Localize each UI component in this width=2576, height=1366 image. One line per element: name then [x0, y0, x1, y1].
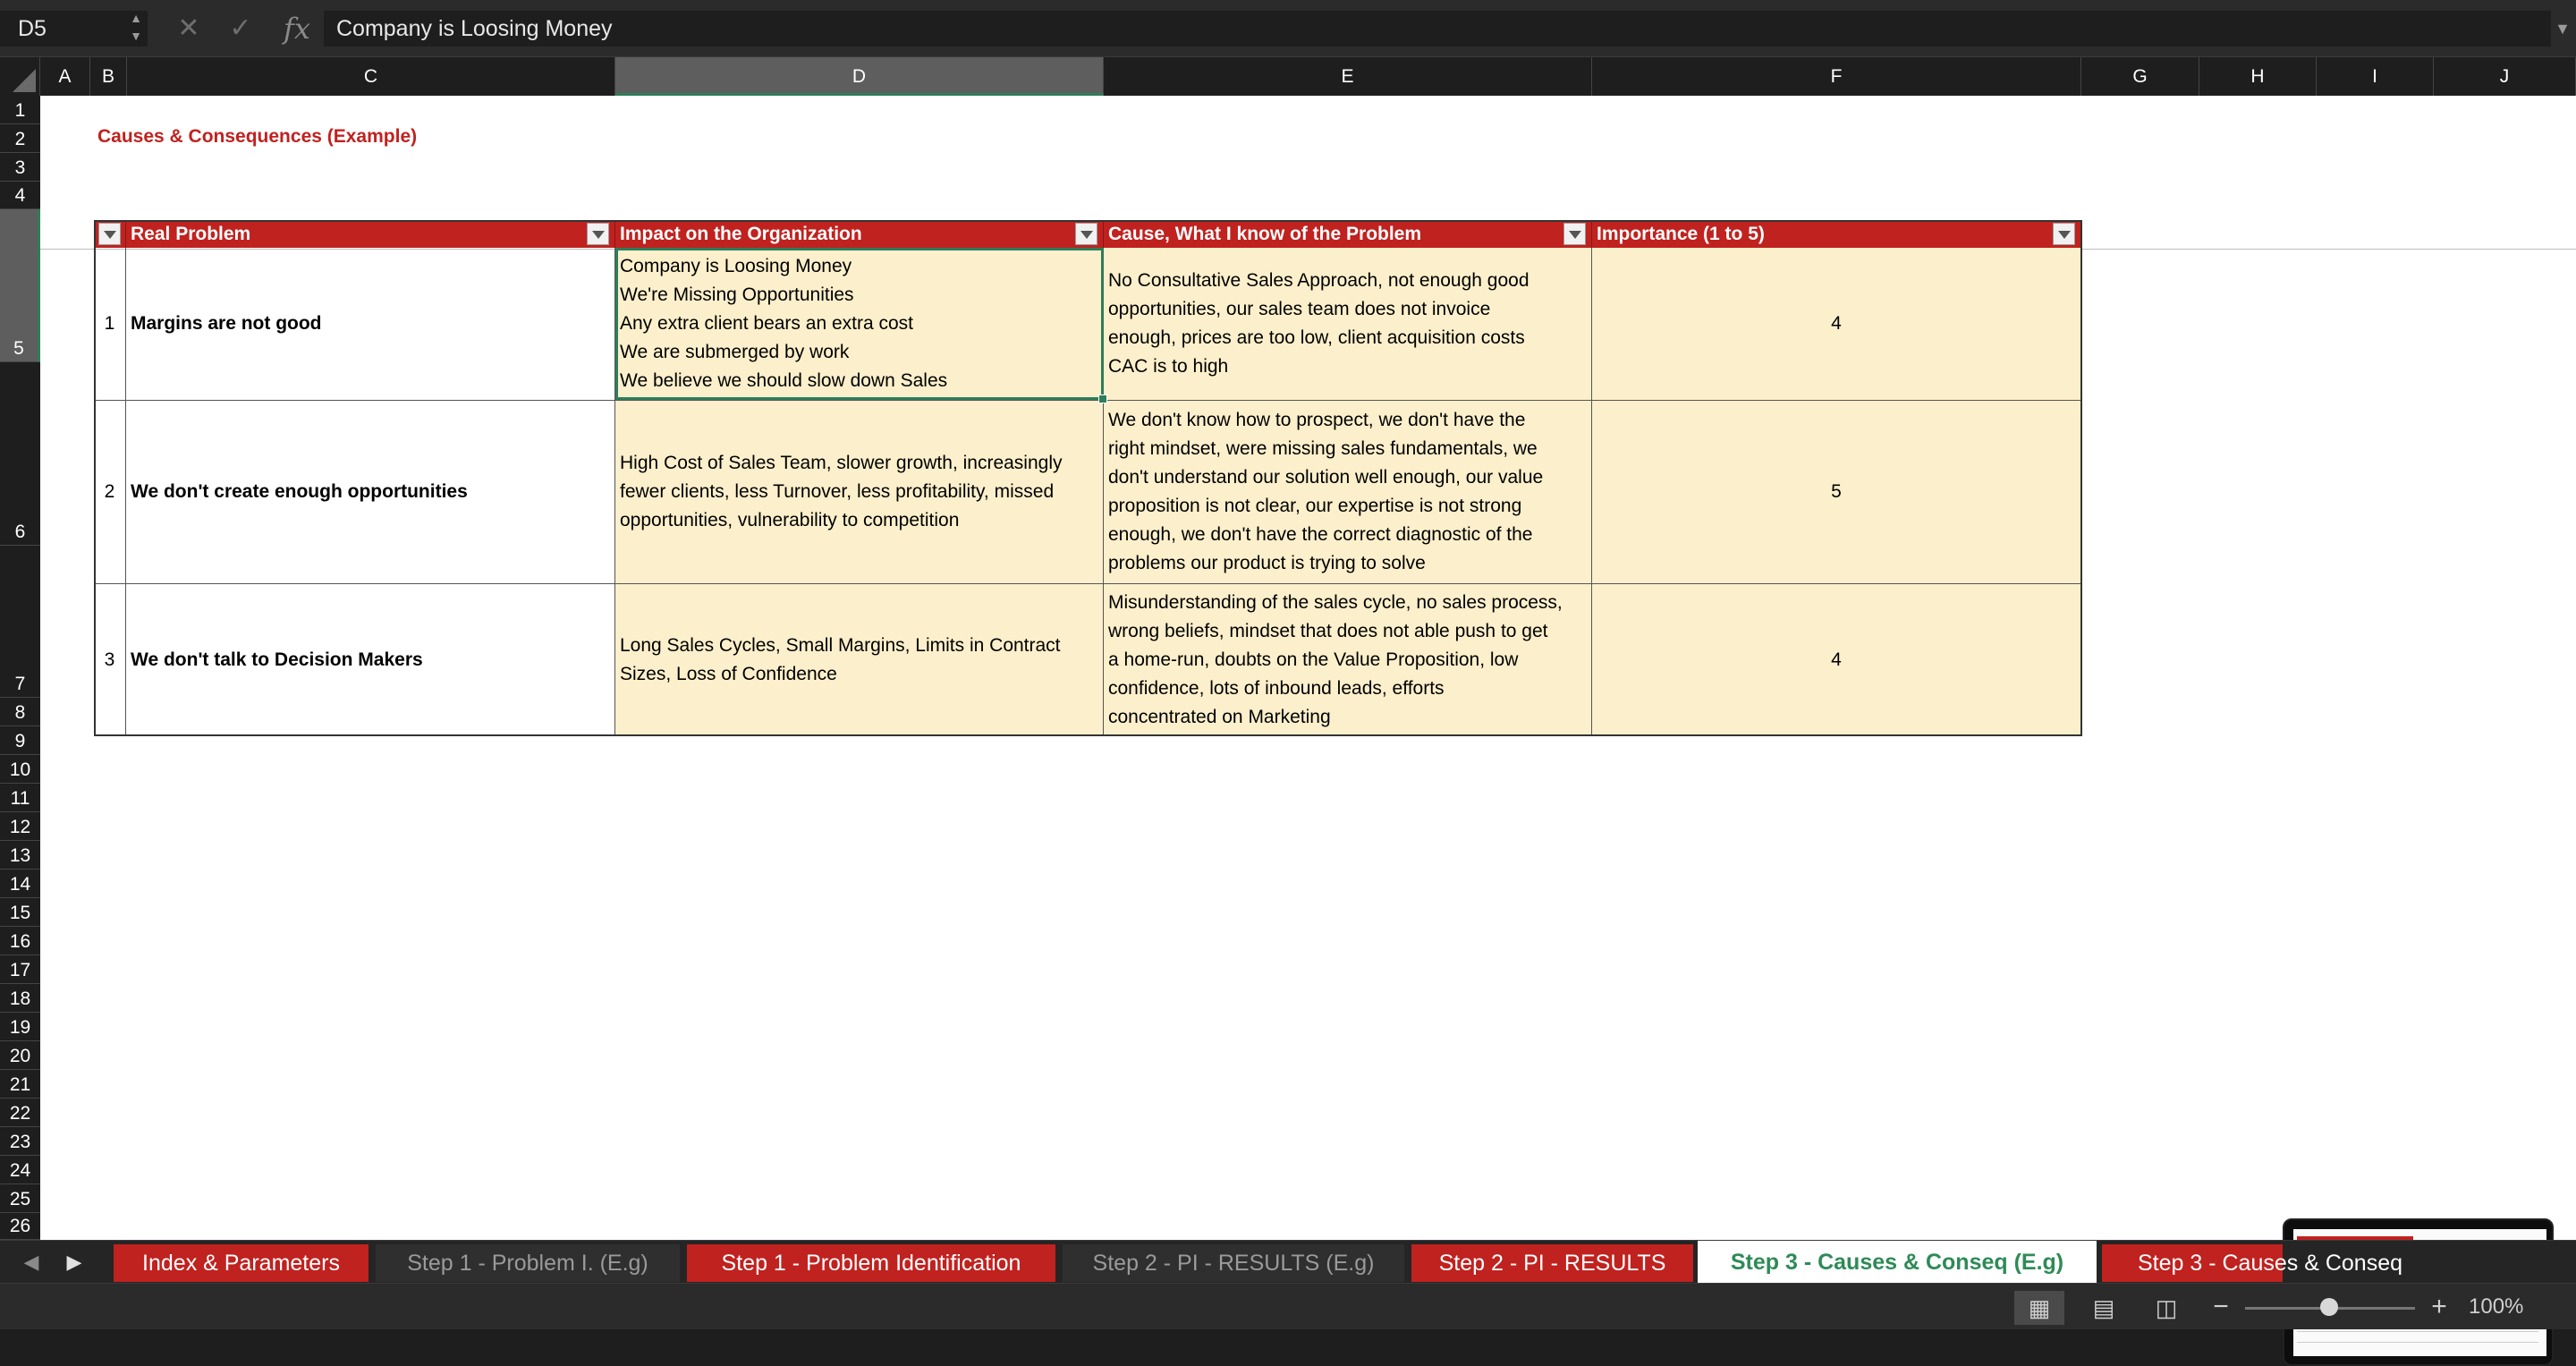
header-importance [1592, 220, 2081, 248]
impact-line: Long Sales Cycles, Small Margins, Limits in Contract [620, 634, 1061, 656]
cause-line: CAC is to high [1108, 356, 1229, 377]
column-header-c[interactable]: C [127, 57, 615, 96]
tab-index-parameters[interactable]: Index & Parameters [114, 1244, 369, 1282]
row-header[interactable]: 20 [0, 1041, 40, 1070]
row-header[interactable]: 1 [0, 96, 40, 124]
row-header[interactable]: 12 [0, 812, 40, 841]
column-header-a[interactable]: A [40, 57, 90, 96]
tab-step3-causes-example[interactable]: Step 3 - Causes & Conseq (E.g) [1698, 1241, 2097, 1284]
cause-cell[interactable] [1104, 248, 1592, 401]
page-layout-view-icon[interactable]: ▤ [2092, 1294, 2115, 1321]
zoom-out-icon[interactable]: − [2213, 1292, 2229, 1321]
row-header[interactable]: 10 [0, 755, 40, 784]
spreadsheet-grid [0, 57, 2576, 1240]
row-header[interactable]: 4 [0, 182, 40, 209]
row-header[interactable]: 26 [0, 1213, 40, 1240]
tab-step3-causes[interactable]: Step 3 - Causes & Conseq [2102, 1244, 2283, 1282]
cause-line: right mindset, were missing sales fundamentals, we [1108, 438, 1538, 459]
importance-cell[interactable]: 4 [1592, 248, 2081, 401]
column-header-j[interactable]: J [2434, 57, 2576, 96]
row-header[interactable]: 9 [0, 726, 40, 755]
cause-line: concentrated on Marketing [1108, 706, 1331, 727]
row-header[interactable]: 7 [0, 546, 40, 698]
zoom-slider-thumb[interactable] [2320, 1298, 2338, 1316]
impact-line: opportunities, vulnerability to competition [620, 510, 960, 530]
header-label: Impact on the Organization [620, 224, 862, 244]
filter-dropdown-icon[interactable] [587, 223, 609, 245]
column-header-b[interactable]: B [90, 57, 127, 96]
row-header[interactable]: 22 [0, 1099, 40, 1127]
cause-line: We don't know how to prospect, we don't have the [1108, 410, 1526, 430]
tab-step2-results-example[interactable]: Step 2 - PI - RESULTS (E.g) [1063, 1244, 1404, 1282]
sheet-title: Causes & Consequences (Example) [97, 126, 418, 147]
row-header[interactable]: 11 [0, 784, 40, 812]
column-headers [0, 57, 2576, 96]
impact-line: Company is Loosing Money [620, 256, 852, 276]
header-impact [615, 220, 1104, 248]
row-header[interactable]: 23 [0, 1127, 40, 1156]
sheet-canvas[interactable] [40, 96, 2576, 1240]
header-cause [1104, 220, 1592, 248]
impact-cell[interactable] [615, 248, 1104, 401]
row-header[interactable]: 5 [0, 209, 40, 362]
row-header[interactable]: 18 [0, 984, 40, 1013]
thumbnail-line [2297, 1331, 2538, 1332]
filter-cell-b[interactable] [94, 220, 126, 248]
row-header[interactable]: 16 [0, 927, 40, 955]
select-all-corner[interactable] [0, 57, 40, 96]
impact-line: Sizes, Loss of Confidence [620, 663, 837, 684]
cause-line: Misunderstanding of the sales cycle, no sales process, [1108, 591, 1563, 613]
impact-line: We are submerged by work [620, 342, 850, 362]
cause-line: opportunities, our sales team does not invoice [1108, 299, 1491, 319]
cause-line: proposition is not clear, our expertise is not strong [1108, 496, 1522, 516]
row-header[interactable]: 13 [0, 841, 40, 870]
impact-line: Any extra client bears an extra cost [620, 313, 913, 334]
sheet-tab-bar [0, 1240, 2576, 1283]
cause-line: a home-run, doubts on the Value Proposition, low [1108, 649, 1519, 670]
cause-line: don't understand our solution well enough, our value [1108, 467, 1544, 488]
zoom-in-icon[interactable]: + [2431, 1292, 2447, 1321]
formula-input[interactable]: Company is Loosing Money [324, 11, 2551, 47]
cause-line: enough, we don't have the correct diagnostic of the [1108, 524, 1533, 545]
row-header[interactable]: 3 [0, 153, 40, 182]
cause-line: enough, prices are too low, client acquisition costs [1108, 327, 1525, 348]
status-bar [0, 1283, 2576, 1329]
problem-cell[interactable]: We don't talk to Decision Makers [126, 584, 615, 736]
impact-line: We're Missing Opportunities [620, 284, 854, 305]
row-header[interactable]: 8 [0, 698, 40, 726]
cause-line: No Consultative Sales Approach, not enough good [1108, 270, 1530, 291]
row-header[interactable]: 24 [0, 1156, 40, 1184]
row-number-cell[interactable]: 3 [94, 584, 126, 736]
fill-handle[interactable] [1098, 395, 1107, 403]
row-headers [0, 96, 40, 1240]
problem-cell[interactable]: We don't create enough opportunities [126, 401, 615, 584]
row-header[interactable]: 21 [0, 1070, 40, 1099]
column-header-h[interactable]: H [2199, 57, 2317, 96]
formula-bar [0, 0, 2576, 57]
page-break-preview-icon[interactable]: ◫ [2155, 1294, 2178, 1321]
row-header[interactable]: 17 [0, 955, 40, 984]
expand-formula-bar-icon[interactable]: ▼ [2555, 20, 2571, 38]
tab-step1-example[interactable]: Step 1 - Problem I. (E.g) [376, 1244, 680, 1282]
importance-cell[interactable]: 5 [1592, 401, 2081, 584]
row-header[interactable]: 6 [0, 362, 40, 546]
cause-line: wrong beliefs, mindset that does not able push to get [1108, 620, 1548, 641]
impact-line: fewer clients, less Turnover, less profitability, missed [620, 481, 1055, 502]
row-number-cell[interactable]: 1 [94, 248, 126, 401]
problem-cell[interactable]: Margins are not good [126, 248, 615, 401]
thumbnail-line [2297, 1342, 2538, 1343]
impact-cell[interactable] [615, 401, 1104, 584]
zoom-level[interactable]: 100% [2469, 1294, 2524, 1319]
column-header-g[interactable]: G [2081, 57, 2199, 96]
next-sheet-icon[interactable]: ▶ [66, 1251, 82, 1273]
filter-dropdown-icon[interactable] [1075, 223, 1097, 245]
row-header[interactable]: 2 [0, 124, 40, 153]
column-header-f[interactable]: F [1592, 57, 2081, 96]
header-real-problem [126, 220, 615, 248]
importance-cell[interactable]: 4 [1592, 584, 2081, 736]
name-box[interactable]: D5 [0, 11, 148, 47]
column-header-i[interactable]: I [2317, 57, 2434, 96]
select-all-icon [13, 69, 36, 92]
normal-view-icon[interactable]: ▦ [2014, 1291, 2064, 1325]
cause-line: problems our product is trying to solve [1108, 553, 1426, 573]
row-header[interactable]: 15 [0, 898, 40, 927]
cause-cell[interactable] [1104, 401, 1592, 584]
cause-cell[interactable] [1104, 584, 1592, 736]
filter-dropdown-icon[interactable] [1563, 223, 1586, 245]
impact-line: We believe we should slow down Sales [620, 370, 948, 391]
enter-formula-icon[interactable]: ✓ [229, 13, 252, 43]
row-header[interactable]: 14 [0, 870, 40, 898]
previous-sheet-icon[interactable]: ◀ [23, 1251, 39, 1273]
impact-cell[interactable] [615, 584, 1104, 736]
column-header-e[interactable]: E [1104, 57, 1592, 96]
row-number-cell[interactable]: 2 [94, 401, 126, 584]
row-header[interactable]: 19 [0, 1013, 40, 1041]
insert-function-icon[interactable]: fx [284, 12, 310, 46]
cause-line: confidence, lots of inbound leads, efforts [1108, 677, 1445, 699]
column-header-d[interactable]: D [615, 57, 1104, 96]
tab-step2-results[interactable]: Step 2 - PI - RESULTS [1411, 1244, 1693, 1282]
header-label: Cause, What I know of the Problem [1108, 224, 1422, 244]
tab-step1-problem-identification[interactable]: Step 1 - Problem Identification [687, 1244, 1055, 1282]
cancel-formula-icon[interactable]: ✕ [177, 13, 200, 43]
row-header[interactable]: 25 [0, 1184, 40, 1213]
filter-dropdown-icon[interactable] [98, 223, 121, 245]
header-label: Real Problem [131, 224, 251, 244]
header-label: Importance (1 to 5) [1597, 224, 1765, 244]
filter-dropdown-icon[interactable] [2053, 223, 2075, 245]
name-box-stepper-icon[interactable]: ▲ ▼ [130, 11, 142, 43]
impact-line: High Cost of Sales Team, slower growth, increasingly [620, 453, 1063, 473]
